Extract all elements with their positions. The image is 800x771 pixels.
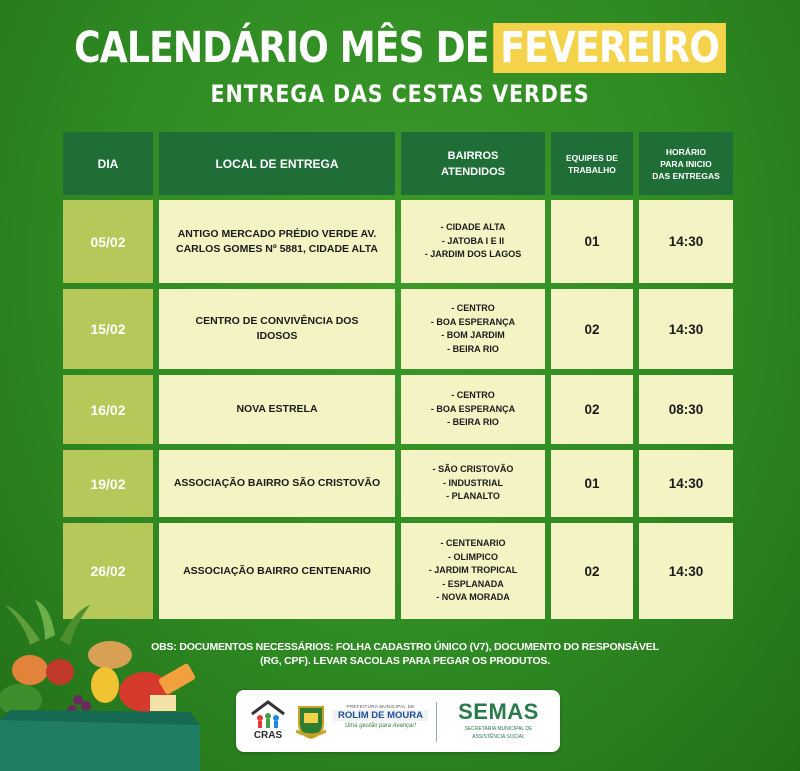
row-5-bairro: - NOVA MORADA [436, 592, 510, 603]
row-2-local-line2: IDOSOS [256, 330, 298, 342]
row-3-equipes: 02 [551, 375, 633, 444]
header-dia-label: DIA [97, 156, 119, 171]
row-4-local [159, 450, 395, 517]
cras-house-icon [248, 698, 288, 730]
row-2-bairros [401, 289, 545, 369]
page-title [64, 18, 736, 78]
row-5-dia: 26/02 [63, 523, 153, 619]
header-local-label: LOCAL DE ENTREGA [215, 156, 339, 171]
row-4-local-line1: ASSOCIAÇÃO BAIRRO SÃO CRISTOVÃO [173, 477, 381, 489]
prefeitura-slogan: Uma gestão para Avançar! [344, 723, 417, 729]
row-5-bairro: - JARDIM TROPICAL [428, 565, 518, 576]
row-2-equipes: 02 [551, 289, 633, 369]
header-bairros-line1: BAIRROS [447, 149, 499, 162]
title-highlight: FEVEREIRO [494, 23, 726, 73]
row-1-local-line2: CARLOS GOMES Nº 5881, CIDADE ALTA [176, 242, 378, 255]
row-2-bairro: - BOA ESPERANÇA [430, 316, 516, 327]
header-horario [639, 132, 733, 195]
row-4-dia: 19/02 [63, 450, 153, 517]
row-2-bairro: - BOM JARDIM [441, 330, 505, 340]
semas-sub2: ASSISTÊNCIA SOCIAL [472, 734, 525, 740]
row-1-horario: 14:30 [639, 200, 733, 283]
page-subtitle: ENTREGA DAS CESTAS VERDES [210, 80, 590, 108]
obs-line1: OBS: DOCUMENTOS NECESSÁRIOS: FOLHA CADASTRO ÚNICO (V7), DOCUMENTO DO RESPONSÁVEL [151, 641, 659, 653]
row-3-bairros [401, 375, 545, 444]
observations [125, 640, 685, 668]
logo-divider [436, 702, 437, 742]
semas-sub1: SECRETARIA MUNICIPAL DE [464, 726, 533, 732]
row-1-bairro: - JARDIM DOS LAGOS [424, 249, 522, 260]
row-4-bairro: - INDUSTRIAL [443, 477, 503, 488]
vegetable-bag-illustration [0, 600, 240, 771]
row-5-bairro: - OLIMPICO [448, 551, 498, 562]
row-1-bairro: - JATOBA I E II [441, 235, 505, 246]
row-1-local [159, 200, 395, 283]
row-4-bairro: - PLANALTO [446, 491, 500, 502]
row-3-bairro: - BOA ESPERANÇA [430, 403, 516, 414]
row-5-bairro: - CENTENARIO [440, 538, 506, 549]
row-2-local-line1: CENTRO DE CONVIVÊNCIA DOS [195, 315, 359, 327]
row-5-bairro: - ESPLANADA [442, 578, 504, 589]
row-1-bairro: - CIDADE ALTA [440, 222, 506, 233]
row-1-local-line1: ANTIGO MERCADO PRÉDIO VERDE AV. [177, 227, 377, 240]
header-horario-line1: HORÁRIO [665, 146, 707, 157]
row-2-dia: 15/02 [63, 289, 153, 369]
row-5-horario: 14:30 [639, 523, 733, 619]
cras-logo [248, 698, 288, 744]
row-3-bairro: - BEIRA RIO [447, 417, 499, 428]
row-3-local-line1: NOVA ESTRELA [236, 403, 318, 415]
row-5-bairros [401, 523, 545, 619]
logo-bar [236, 690, 560, 752]
obs-line2: (RG, CPF). LEVAR SACOLAS PARA PEGAR OS PRODUTOS. [260, 655, 550, 667]
header-horario-line2: PARA INICIO [660, 158, 712, 169]
prefeitura-logo [333, 704, 428, 729]
row-3-dia: 16/02 [63, 375, 153, 444]
row-5-equipes: 02 [551, 523, 633, 619]
header-bairros [401, 132, 545, 195]
header-equipes-line2: TRABALHO [568, 164, 616, 175]
header-equipes [551, 132, 633, 195]
prefeitura-name: ROLIM DE MOURA [333, 710, 428, 721]
header-dia [63, 132, 153, 195]
row-4-bairro: - SÃO CRISTOVÃO [432, 464, 514, 475]
row-4-horario: 14:30 [639, 450, 733, 517]
title-main: CALENDÁRIO MÊS DE [74, 23, 489, 73]
header-bairros-line2: ATENDIDOS [441, 165, 505, 178]
row-2-horario: 14:30 [639, 289, 733, 369]
row-3-local [159, 375, 395, 444]
row-2-local [159, 289, 395, 369]
row-1-dia: 05/02 [63, 200, 153, 283]
header-horario-line3: DAS ENTREGAS [652, 170, 720, 181]
row-2-bairro: - BEIRA RIO [447, 343, 499, 354]
semas-logo [446, 700, 551, 740]
cras-text: CRAS [253, 730, 283, 741]
row-1-equipes: 01 [551, 200, 633, 283]
prefeitura-label: PREFEITURA MUNICIPAL DE [346, 704, 415, 709]
row-4-equipes: 01 [551, 450, 633, 517]
header-equipes-line1: EQUIPES DE [566, 152, 618, 163]
municipal-crest-icon [296, 703, 326, 739]
row-4-bairros [401, 450, 545, 517]
row-1-bairros [401, 200, 545, 283]
row-3-horario: 08:30 [639, 375, 733, 444]
row-3-bairro: - CENTRO [451, 390, 495, 401]
row-5-local-line1: ASSOCIAÇÃO BAIRRO CENTENARIO [183, 564, 371, 577]
header-local [159, 132, 395, 195]
semas-title: SEMAS [458, 699, 539, 724]
row-2-bairro: - CENTRO [451, 303, 495, 313]
